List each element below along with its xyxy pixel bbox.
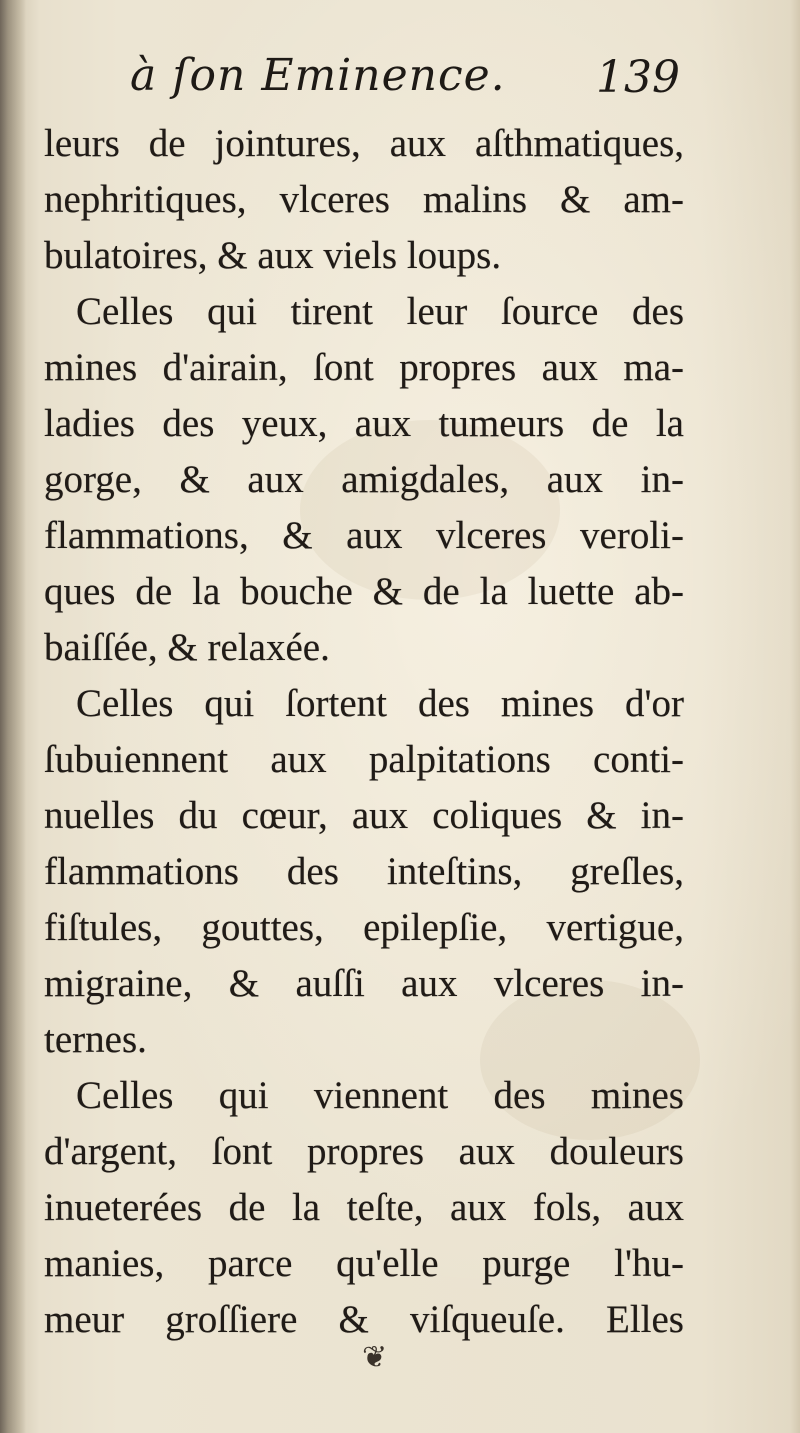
text-line: manies, parce qu'elle purge l'hu- <box>44 1242 684 1285</box>
text-line: baiſſée, & relaxée. <box>44 626 330 669</box>
text-line: Celles qui tirent leur ſource des <box>76 290 684 333</box>
page-number: 139 <box>596 52 680 103</box>
body-text <box>44 116 684 1348</box>
text-line: d'argent, ſont propres aux douleurs <box>44 1130 684 1173</box>
text-line: mines d'airain, ſont propres aux ma- <box>44 346 684 389</box>
text-line: ternes. <box>44 1018 147 1061</box>
text-line: leurs de jointures, aux aſthmatiques, <box>44 122 684 165</box>
text-line: flammations des inteſtins, greſles, <box>44 850 684 893</box>
text-line: migraine, & auſſi aux vlceres in- <box>44 962 684 1005</box>
text-line: ladies des yeux, aux tumeurs de la <box>44 402 684 445</box>
text-line: gorge, & aux amigdales, aux in- <box>44 458 684 501</box>
text-line: meur groſſiere & viſqueuſe. Elles <box>44 1298 684 1341</box>
text-line: fiſtules, gouttes, epilepſie, vertigue, <box>44 906 684 949</box>
text-line: ques de la bouche & de la luette ab- <box>44 570 684 613</box>
text-line: ſubuiennent aux palpitations conti- <box>44 738 684 781</box>
text-line: bulatoires, & aux viels loups. <box>44 234 502 277</box>
text-line: inueterées de la teſte, aux fols, aux <box>44 1186 684 1229</box>
text-line: nephritiques, vlceres malins & am- <box>44 178 684 221</box>
running-head: à ſon Eminence. <box>130 50 506 101</box>
page-binding-shadow <box>0 0 26 1433</box>
text-line: Celles qui ſortent des mines d'or <box>76 682 684 725</box>
text-line: flammations, & aux vlceres veroli- <box>44 514 684 557</box>
text-line: nuelles du cœur, aux coliques & in- <box>44 794 684 837</box>
page-header <box>120 50 680 110</box>
ornament-mark: ❦ <box>362 1340 388 1375</box>
text-line: Celles qui viennent des mines <box>76 1074 684 1117</box>
